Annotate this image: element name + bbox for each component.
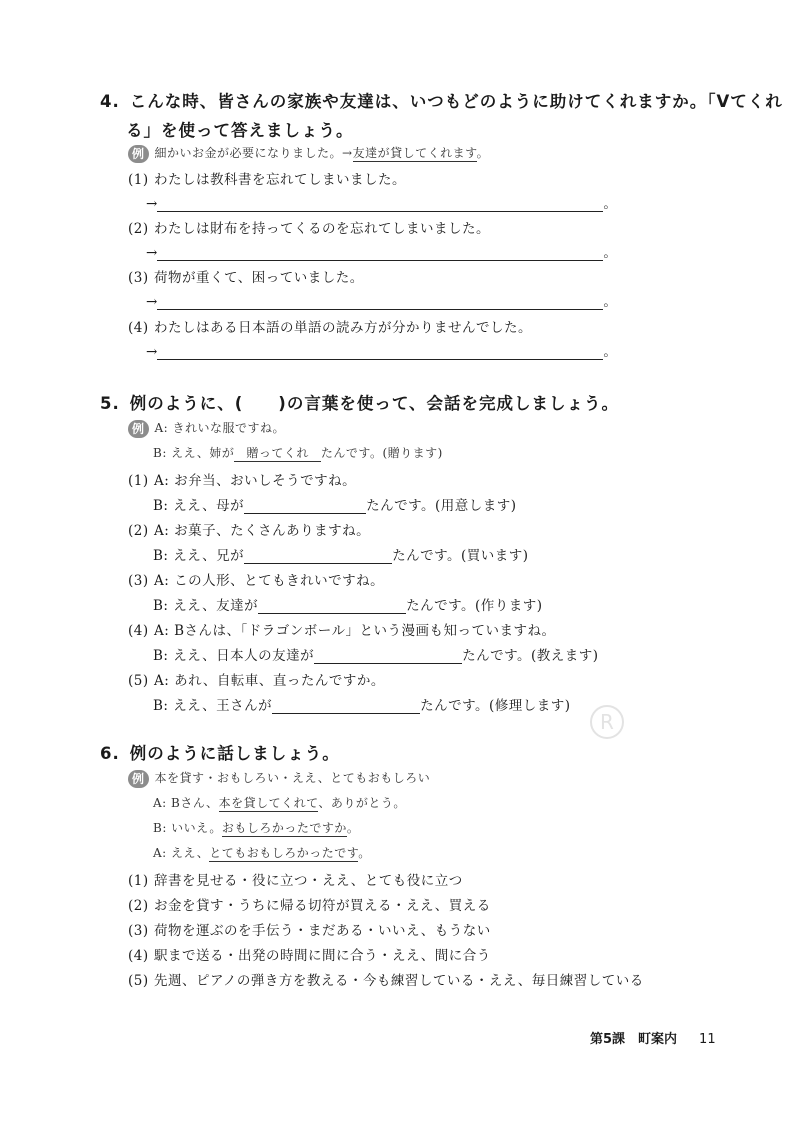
line-b-pre: B: ええ、友達が bbox=[153, 598, 259, 614]
line-post: 。 bbox=[346, 821, 360, 835]
question-row bbox=[128, 266, 364, 286]
dialogue-b bbox=[153, 644, 599, 664]
arrow-icon: → bbox=[146, 196, 158, 212]
example-answer: 贈ってくれ bbox=[234, 446, 321, 462]
answer-blank[interactable] bbox=[272, 699, 420, 714]
question-number: (3) bbox=[128, 573, 149, 589]
practice-item bbox=[128, 944, 491, 964]
line-b-pre: B: ええ、王さんが bbox=[153, 698, 273, 714]
question-number: (1) bbox=[128, 473, 149, 489]
example-badge: 例 bbox=[128, 770, 149, 788]
period: 。 bbox=[603, 245, 617, 261]
line-b-post: たんです。(教えます) bbox=[462, 648, 599, 664]
arrow-icon: → bbox=[146, 344, 158, 360]
line-post: 、ありがとう。 bbox=[318, 796, 406, 810]
answer-blank[interactable] bbox=[157, 295, 603, 310]
period: 。 bbox=[603, 196, 617, 212]
answer-blank[interactable] bbox=[314, 649, 462, 664]
practice-text: 先週、ピアノの弾き方を教える・今も練習している・ええ、毎日練習している bbox=[154, 973, 644, 989]
question-number: (3) bbox=[128, 270, 149, 286]
section-number: 5. bbox=[100, 394, 120, 413]
practice-item bbox=[128, 894, 491, 914]
section-title-line1: こんな時、皆さんの家族や友達は、いつもどのように助けてくれますか。「Vてくれ bbox=[129, 92, 783, 111]
example-line-1 bbox=[153, 794, 406, 811]
line-b-post: たんです。(買います) bbox=[392, 548, 529, 564]
line-pre: A: ええ、 bbox=[153, 846, 210, 860]
example-answer: おもしろかったですか bbox=[221, 821, 347, 835]
dialogue-b bbox=[153, 544, 529, 564]
dialogue-b bbox=[153, 694, 571, 714]
section-title: 例のように、( )の言葉を使って、会話を完成しましょう。 bbox=[129, 394, 620, 413]
example-badge: 例 bbox=[128, 420, 149, 438]
question-text: 荷物が重くて、困っていました。 bbox=[154, 270, 364, 286]
answer-blank[interactable] bbox=[244, 549, 392, 564]
example-a: A: きれいな服ですね。 bbox=[154, 421, 286, 435]
practice-text: 駅まで送る・出発の時間に間に合う・ええ、間に合う bbox=[154, 948, 491, 964]
practice-text: お金を貸す・うちに帰る切符が買える・ええ、買える bbox=[154, 898, 491, 914]
page-number: 11 bbox=[699, 1032, 716, 1047]
answer-row bbox=[146, 241, 617, 261]
practice-item bbox=[128, 869, 463, 889]
section-5-title bbox=[100, 390, 619, 414]
dialogue-a bbox=[128, 469, 356, 489]
section-4-title-line2: る」を使って答えましょう。 bbox=[126, 121, 354, 140]
question-number: (3) bbox=[128, 923, 149, 939]
answer-row bbox=[146, 290, 617, 310]
question-number: (2) bbox=[128, 221, 149, 237]
line-b-pre: B: ええ、日本人の友達が bbox=[153, 648, 315, 664]
registered-mark: R bbox=[590, 705, 624, 739]
dialogue-b bbox=[153, 494, 517, 514]
example-cue bbox=[128, 769, 430, 788]
question-number: (2) bbox=[128, 523, 149, 539]
arrow-icon: → bbox=[146, 294, 158, 310]
example-badge: 例 bbox=[128, 145, 149, 163]
practice-text: 荷物を運ぶのを手伝う・まだある・いいえ、もうない bbox=[154, 923, 491, 939]
dialogue-b bbox=[153, 594, 543, 614]
section-number: 4. bbox=[100, 92, 120, 111]
dialogue-a bbox=[128, 569, 384, 589]
example-line-2 bbox=[153, 819, 359, 836]
question-row bbox=[128, 168, 406, 188]
line-a: A: お弁当、おいしそうですね。 bbox=[154, 473, 357, 489]
answer-row bbox=[146, 340, 617, 360]
question-number: (4) bbox=[128, 948, 149, 964]
example-b-post: たんです。(贈ります) bbox=[320, 446, 443, 460]
answer-blank[interactable] bbox=[258, 599, 406, 614]
line-b-pre: B: ええ、母が bbox=[153, 498, 245, 514]
question-number: (4) bbox=[128, 623, 149, 639]
section-4-title bbox=[100, 88, 783, 112]
answer-blank[interactable] bbox=[244, 499, 366, 514]
page-footer bbox=[590, 1028, 716, 1047]
practice-text: 辞書を見せる・役に立つ・ええ、とても役に立つ bbox=[154, 873, 463, 889]
question-text: わたしは財布を持ってくるのを忘れてしまいました。 bbox=[154, 221, 490, 237]
answer-blank[interactable] bbox=[157, 345, 603, 360]
line-b-post: たんです。(用意します) bbox=[366, 498, 517, 514]
period: 。 bbox=[603, 344, 617, 360]
dialogue-a bbox=[128, 619, 556, 639]
line-b-post: たんです。(作ります) bbox=[406, 598, 543, 614]
answer-blank[interactable] bbox=[157, 197, 603, 212]
example-end: 。 bbox=[476, 146, 490, 160]
example-answer: とてもおもしろかったです bbox=[209, 846, 359, 860]
section-title: 例のように話しましょう。 bbox=[129, 744, 340, 763]
example-row-b bbox=[153, 444, 443, 461]
example-cue-text: 本を貸す・おもしろい・ええ、とてもおもしろい bbox=[154, 771, 431, 785]
period: 。 bbox=[603, 294, 617, 310]
line-a: A: Bさんは、「ドラゴンボール」という漫画も知っていますね。 bbox=[154, 623, 556, 639]
practice-item bbox=[128, 919, 491, 939]
question-number: (4) bbox=[128, 320, 149, 336]
question-row bbox=[128, 217, 490, 237]
example-row bbox=[128, 144, 489, 163]
example-line-3 bbox=[153, 844, 371, 861]
line-b-pre: B: ええ、兄が bbox=[153, 548, 245, 564]
practice-item bbox=[128, 969, 644, 989]
question-text: わたしはある日本語の単語の読み方が分かりませんでした。 bbox=[154, 320, 532, 336]
line-post: 。 bbox=[358, 846, 371, 860]
answer-row bbox=[146, 192, 617, 212]
line-a: A: この人形、とてもきれいですね。 bbox=[154, 573, 385, 589]
question-number: (2) bbox=[128, 898, 149, 914]
example-row bbox=[128, 419, 285, 438]
line-a: A: あれ、自転車、直ったんですか。 bbox=[154, 673, 385, 689]
section-6-title bbox=[100, 740, 340, 764]
question-text: わたしは教科書を忘れてしまいました。 bbox=[154, 172, 406, 188]
example-text: 細かいお金が必要になりました。→ bbox=[154, 146, 353, 160]
question-row bbox=[128, 316, 532, 336]
question-number: (5) bbox=[128, 973, 149, 989]
question-number: (1) bbox=[128, 172, 149, 188]
dialogue-a bbox=[128, 519, 370, 539]
example-answer: 本を貸してくれて bbox=[218, 796, 319, 810]
dialogue-a bbox=[128, 669, 385, 689]
example-answer: 友達が貸してくれます bbox=[352, 146, 477, 160]
line-b-post: たんです。(修理します) bbox=[420, 698, 571, 714]
line-pre: B: いいえ。 bbox=[153, 821, 222, 835]
arrow-icon: → bbox=[146, 245, 158, 261]
line-a: A: お菓子、たくさんありますね。 bbox=[154, 523, 371, 539]
question-number: (5) bbox=[128, 673, 149, 689]
lesson-title: 第5課 町案内 bbox=[590, 1032, 678, 1047]
example-b-pre: B: ええ、姉が bbox=[153, 446, 235, 460]
line-pre: A: Bさん、 bbox=[153, 796, 219, 810]
section-number: 6. bbox=[100, 744, 120, 763]
question-number: (1) bbox=[128, 873, 149, 889]
answer-blank[interactable] bbox=[157, 246, 603, 261]
